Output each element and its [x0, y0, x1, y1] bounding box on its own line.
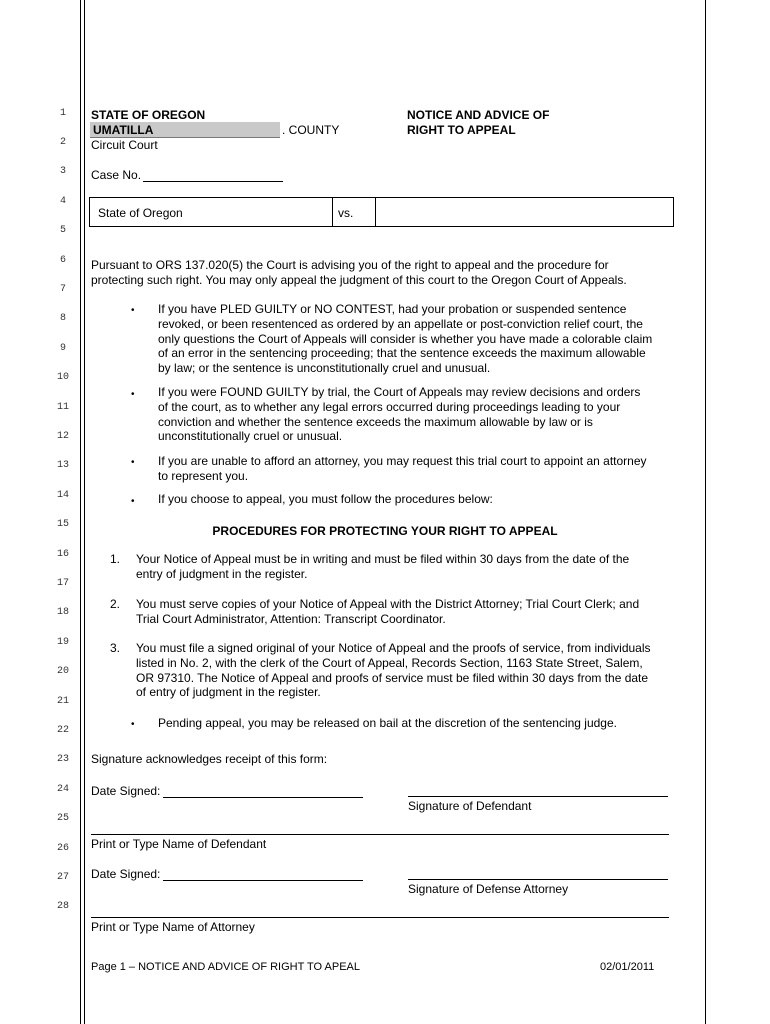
bullet-line: If you were FOUND GUILTY by trial, the Court of Appeals may review decisions and orders: [158, 385, 641, 399]
attorney-name-line[interactable]: [91, 917, 669, 918]
bullet-line: to represent you.: [158, 468, 249, 483]
case-caption-box: [89, 197, 674, 227]
line-number: 17: [56, 578, 69, 589]
procedure-line: of entry of judgment in the register.: [136, 685, 321, 700]
bullet-line: by law; or the sentence is unconstitutionally cruel and unusual.: [158, 361, 491, 376]
line-number: 19: [56, 637, 69, 648]
procedure-item-2: [136, 597, 639, 627]
defendant-signature-line[interactable]: [408, 796, 668, 797]
line-number: 7: [59, 284, 66, 295]
bullet-marker: •: [131, 457, 135, 468]
procedure-item-3: [136, 641, 651, 700]
procedure-number: 1.: [110, 552, 121, 566]
intro-line: Pursuant to ORS 137.020(5) the Court is advising you of the right to appeal and the procedure for: [91, 258, 609, 272]
line-number: 11: [56, 402, 69, 413]
line-number: 24: [56, 784, 69, 795]
pending-appeal-text: Pending appeal, you may be released on bail at the discretion of the sentencing judge.: [158, 716, 617, 730]
line-number: 12: [56, 431, 69, 442]
bullet-attorney: [158, 454, 647, 484]
line-number: 22: [56, 725, 69, 736]
line-number: 16: [56, 549, 69, 560]
date-signed-label: Date Signed:: [91, 867, 161, 881]
line-number: 8: [59, 313, 66, 324]
procedure-line: You must serve copies of your Notice of Appeal with the District Attorney; Trial Court Clerk; and: [136, 597, 640, 611]
intro-paragraph: [91, 258, 627, 288]
procedure-line: You must file a signed original of your Notice of Appeal and the proofs of service, from individuals: [136, 641, 651, 655]
margin-rule-inner: [84, 0, 85, 1024]
caption-vs-cell: [333, 198, 376, 226]
line-number: 5: [59, 225, 66, 236]
bullet-marker: •: [131, 496, 135, 507]
caption-plaintiff-cell: [90, 198, 333, 226]
defendant-name-label: Print or Type Name of Defendant: [91, 837, 267, 851]
date-signed-attorney-field[interactable]: [163, 880, 363, 881]
county-input[interactable]: [90, 122, 280, 138]
line-number: 1: [59, 108, 66, 119]
line-number: 18: [56, 607, 69, 618]
date-signed-label: Date Signed:: [91, 784, 161, 798]
bullet-line: of the court, as to whether any legal errors occurred during proceedings leading to your: [158, 399, 621, 414]
document-title-line1: NOTICE AND ADVICE OF: [407, 108, 550, 122]
bullet-line: unconstitutionally cruel or unusual.: [158, 429, 343, 444]
acknowledge-text: Signature acknowledges receipt of this form:: [91, 752, 328, 766]
bullet-pled-guilty: [158, 302, 652, 376]
line-number: 14: [56, 490, 69, 501]
line-number: 27: [56, 872, 69, 883]
court-name: Circuit Court: [91, 138, 158, 152]
document-title-line2: RIGHT TO APPEAL: [407, 123, 516, 137]
bullet-line: conviction and whether the sentence exceeds the maximum allowable by law or is: [158, 414, 593, 429]
bullet-line: revoked, or been resentenced as ordered by an appellate or post-conviction relief court, the: [158, 316, 643, 331]
date-signed-defendant-field[interactable]: [163, 797, 363, 798]
procedure-number: 3.: [110, 641, 121, 655]
line-number: 23: [56, 754, 69, 765]
procedure-line: Trial Court Administrator, Attention: Transcript Coordinator.: [136, 611, 446, 626]
line-number: 9: [59, 343, 66, 354]
county-label: . COUNTY: [282, 123, 340, 137]
bullet-line: If you are unable to afford an attorney, you may request this trial court to appoint an attorney: [158, 454, 647, 468]
footer-date: 02/01/2011: [600, 961, 655, 973]
state-heading: STATE OF OREGON: [91, 108, 206, 122]
bullet-line: If you have PLED GUILTY or NO CONTEST, had your probation or suspended sentence: [158, 302, 627, 316]
line-number: 15: [56, 519, 69, 530]
line-number: 6: [59, 255, 66, 266]
bullet-marker: •: [131, 305, 135, 316]
procedure-item-1: [136, 552, 629, 582]
attorney-name-label: Print or Type Name of Attorney: [91, 920, 255, 934]
line-number: 4: [59, 196, 66, 207]
procedure-line: listed in No. 2, with the clerk of the Court of Appeal, Records Section, 1163 State Street, Salem,: [136, 655, 643, 670]
line-number: 3: [59, 166, 66, 177]
caption-vs: vs.: [338, 206, 354, 220]
county-value: UMATILLA: [93, 123, 154, 137]
margin-rule-right: [705, 0, 706, 1024]
line-number: 20: [56, 666, 69, 677]
line-number: 13: [56, 460, 69, 471]
intro-line: protecting such right. You may only appeal the judgment of this court to the Oregon Court of Appeals.: [91, 272, 627, 287]
line-number: 25: [56, 813, 69, 824]
line-number: 28: [56, 901, 69, 912]
bullet-marker: •: [131, 719, 135, 730]
line-number: 10: [56, 372, 69, 383]
line-number: 26: [56, 843, 69, 854]
defendant-name-line[interactable]: [91, 834, 669, 835]
attorney-signature-label: Signature of Defense Attorney: [408, 882, 569, 896]
procedure-line: Your Notice of Appeal must be in writing and must be filed within 30 days from the date of the: [136, 552, 630, 566]
line-number: 21: [56, 696, 69, 707]
caption-plaintiff: State of Oregon: [98, 206, 183, 220]
bullet-line: of an error in the sentencing proceeding; that the sentence exceeds the maximum allowable: [158, 346, 646, 361]
procedure-line: OR 97310. The Notice of Appeal and proofs of service must be filed within 30 days from the date: [136, 670, 649, 685]
procedure-number: 2.: [110, 597, 121, 611]
procedures-heading: PROCEDURES FOR PROTECTING YOUR RIGHT TO APPEAL: [212, 524, 558, 538]
defendant-signature-label: Signature of Defendant: [408, 799, 532, 813]
attorney-signature-line[interactable]: [408, 879, 668, 880]
bullet-line: If you choose to appeal, you must follow the procedures below:: [158, 492, 493, 506]
margin-rule-left: [80, 0, 81, 1024]
procedure-line: entry of judgment in the register.: [136, 566, 308, 581]
bullet-marker: •: [131, 389, 135, 400]
bullet-choose-appeal: [158, 492, 493, 507]
case-number-label: Case No.: [91, 168, 142, 182]
footer-page-label: Page 1 – NOTICE AND ADVICE OF RIGHT TO APEAL: [91, 961, 360, 973]
bullet-line: only questions the Court of Appeals will consider is whether you have made a colorable claim: [158, 331, 653, 346]
case-number-field[interactable]: [143, 181, 283, 182]
line-number: 2: [59, 137, 66, 148]
bullet-found-guilty: [158, 385, 640, 444]
